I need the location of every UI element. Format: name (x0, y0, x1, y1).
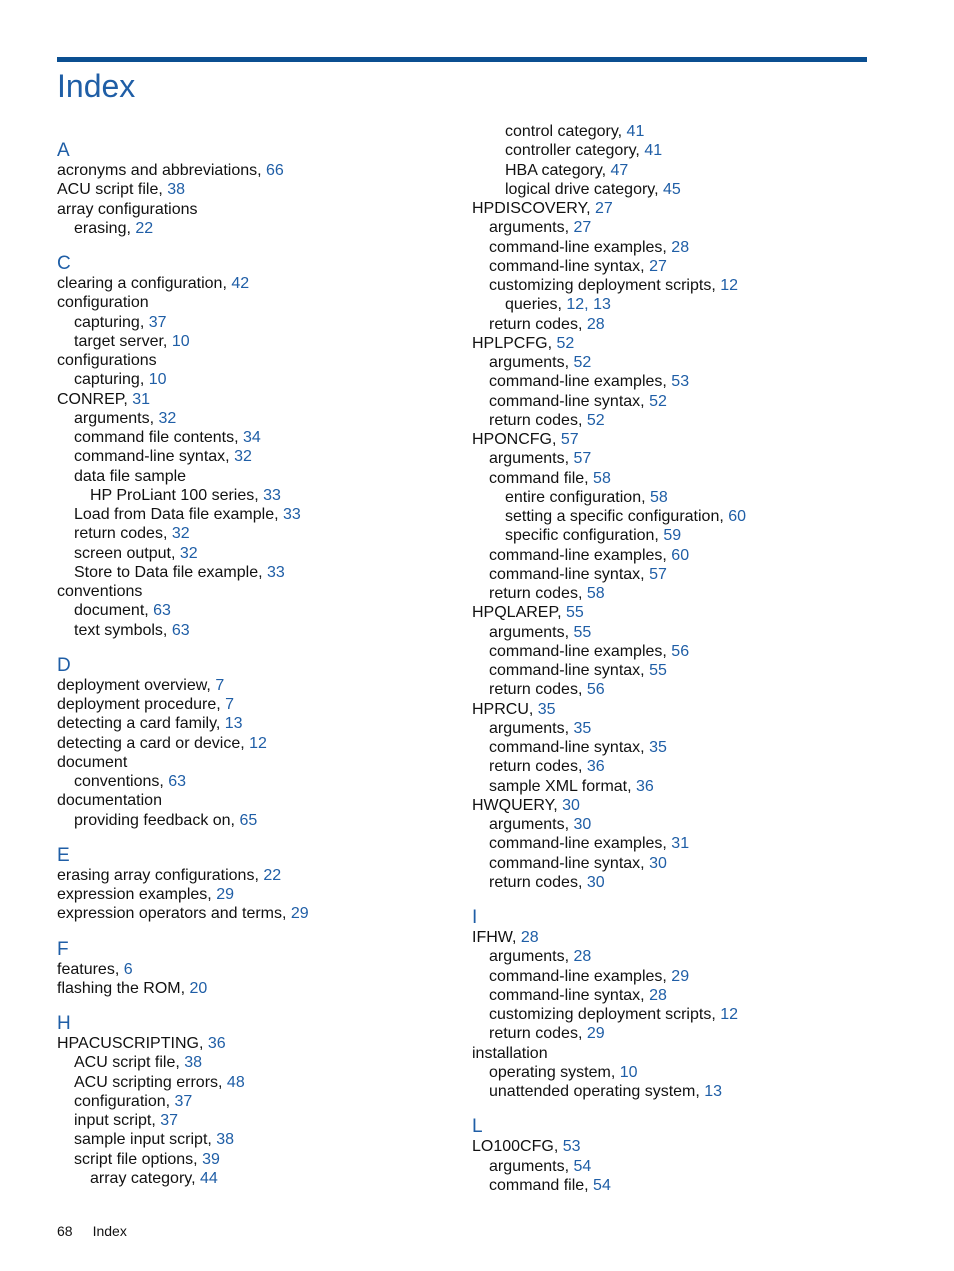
page-reference-link[interactable]: 10 (148, 371, 167, 389)
index-term: control category, (505, 123, 627, 140)
page-reference-link[interactable]: 28 (520, 929, 539, 946)
index-term: logical drive category, (505, 180, 663, 198)
index-term: controller category, (505, 142, 645, 160)
index-entry (74, 370, 167, 389)
index-entry (57, 180, 185, 199)
index-entry (489, 738, 667, 757)
index-entry (489, 449, 591, 468)
page-reference-link[interactable]: 45 (663, 180, 681, 198)
index-term: installation (472, 1044, 548, 1062)
page-reference-link[interactable]: 54 (573, 1157, 592, 1175)
page-reference-link[interactable]: 54 (593, 1176, 611, 1194)
page-reference-link[interactable]: 31 (671, 835, 690, 853)
index-term: erasing, (74, 219, 136, 237)
index-entry (74, 601, 171, 620)
index-entry (74, 524, 190, 543)
index-term: command file, (489, 469, 594, 487)
index-entry (489, 469, 611, 488)
index-term: deployment procedure, (57, 696, 226, 713)
index-term: target server, (74, 332, 172, 350)
index-term: return codes, (74, 525, 172, 543)
index-entry (489, 967, 689, 986)
index-term: command-line syntax, (489, 739, 650, 756)
index-entry (489, 623, 591, 642)
index-term: HP ProLiant 100 series, (90, 486, 264, 504)
page-reference-link[interactable]: 60 (671, 546, 690, 564)
page-reference-link[interactable]: 22 (135, 219, 154, 237)
page-reference-link[interactable]: 28 (671, 238, 690, 256)
page-reference-link[interactable]: 38 (216, 1131, 235, 1149)
index-term: erasing array configurations, (57, 866, 264, 884)
index-entry (472, 199, 613, 218)
index-term: arguments, (489, 816, 574, 833)
index-term: sample input script, (74, 1131, 217, 1149)
index-entry (57, 866, 281, 885)
page-reference-link[interactable]: 36 (636, 777, 654, 795)
index-term: configuration, (74, 1092, 175, 1110)
index-entry (74, 772, 186, 791)
page-reference-link[interactable]: 35 (573, 719, 592, 737)
page-number: 68 (57, 1223, 73, 1239)
index-entry (57, 979, 207, 998)
index-entry (505, 161, 628, 180)
page-reference-link[interactable]: 13 (224, 715, 243, 733)
page-reference-link[interactable]: 30 (573, 816, 592, 833)
index-term: conventions, (74, 773, 169, 790)
page-reference-link[interactable]: 36 (207, 1035, 226, 1052)
page-reference-link[interactable]: 56 (671, 642, 690, 660)
page-reference-link[interactable]: 55 (573, 623, 592, 641)
index-entry (472, 796, 580, 815)
index-entry (489, 584, 605, 603)
index-term: command file, (489, 1176, 594, 1194)
index-letter-heading: D (57, 654, 71, 676)
index-entry (57, 676, 224, 695)
index-entry (489, 372, 689, 391)
page-reference-link[interactable]: 29 (671, 967, 690, 985)
index-entry (57, 904, 309, 923)
page-reference-link[interactable]: 35 (537, 700, 556, 718)
page-reference-link[interactable]: 52 (573, 354, 592, 371)
page-reference-link[interactable]: 32 (234, 448, 252, 466)
index-term: HPLPCFG, (472, 334, 557, 352)
index-entry (489, 546, 689, 565)
page-reference-link[interactable]: 52 (556, 334, 575, 352)
index-entry (74, 1092, 192, 1111)
index-entry (57, 753, 127, 772)
index-entry (489, 1063, 638, 1082)
index-entry (90, 1169, 218, 1188)
index-entry (489, 661, 667, 680)
page-reference-link[interactable]: 57 (573, 450, 592, 468)
page-reference-link[interactable]: 53 (562, 1138, 581, 1156)
page-reference-link[interactable]: 48 (226, 1073, 245, 1091)
page-reference-link[interactable]: 33 (283, 506, 301, 523)
index-term: data file sample (74, 467, 187, 485)
page-reference-link[interactable]: 58 (593, 469, 611, 487)
index-term: queries, (505, 296, 567, 314)
page-reference-link[interactable]: 65 (239, 811, 258, 829)
index-term: command-line examples, (489, 238, 672, 256)
page-reference-link[interactable]: 31 (132, 390, 151, 408)
header-rule (57, 57, 867, 62)
index-term: command file contents, (74, 429, 243, 446)
index-term: arguments, (489, 719, 574, 737)
index-letter-heading: I (472, 907, 478, 928)
index-entry (57, 734, 267, 753)
index-entry (74, 1130, 234, 1149)
index-entry (505, 122, 644, 141)
index-term: HPDISCOVERY, (472, 200, 596, 217)
index-entry (489, 411, 605, 430)
page-reference-link[interactable]: 33 (266, 563, 285, 581)
index-term: command-line examples, (489, 373, 672, 391)
index-entry (74, 409, 176, 428)
index-entry (472, 1137, 581, 1156)
index-term: HPQLAREP, (472, 604, 566, 622)
page-reference-link[interactable]: 30 (562, 796, 580, 814)
index-term: expression operators and terms, (57, 905, 291, 923)
index-entry (505, 180, 681, 199)
page-reference-link[interactable]: 42 (231, 275, 250, 292)
index-entry (489, 947, 591, 966)
index-entry (472, 430, 579, 449)
index-entry (74, 219, 153, 238)
index-term: conventions (57, 583, 143, 600)
index-term: providing feedback on, (74, 811, 240, 829)
index-entry (57, 695, 234, 714)
index-term: document (57, 753, 128, 771)
page-reference-link[interactable]: 10 (171, 332, 190, 350)
index-letter-heading: E (57, 844, 70, 866)
page-reference-link[interactable]: 32 (179, 544, 198, 562)
index-term: IFHW, (472, 929, 521, 946)
index-term: HPRCU, (472, 700, 538, 718)
page-reference-link[interactable]: 12, 13 (566, 296, 611, 314)
index-term: sample XML format, (489, 777, 637, 795)
index-entry (489, 719, 591, 738)
page-reference-link[interactable]: 7 (225, 696, 235, 713)
index-entry (489, 757, 605, 776)
page-reference-link[interactable]: 41 (626, 123, 645, 140)
index-letter-heading: F (57, 938, 69, 960)
index-term: arguments, (489, 354, 574, 371)
page-reference-link[interactable]: 58 (586, 585, 605, 602)
index-term: capturing, (74, 313, 149, 331)
index-entry (74, 1053, 202, 1072)
index-term: clearing a configuration, (57, 275, 232, 292)
index-entry (74, 1073, 245, 1092)
index-entry (489, 777, 654, 796)
page-reference-link[interactable]: 59 (663, 527, 682, 545)
page-reference-link[interactable]: 52 (586, 411, 605, 429)
index-entry (489, 873, 605, 892)
index-entry (57, 714, 243, 733)
page-reference-link[interactable]: 30 (649, 854, 667, 872)
page-reference-link[interactable]: 32 (171, 525, 190, 543)
page-reference-link[interactable]: 32 (158, 409, 177, 427)
index-entry (74, 313, 167, 332)
index-term: ACU scripting errors, (74, 1073, 227, 1091)
page-reference-link[interactable]: 7 (215, 676, 225, 694)
page-reference-link[interactable]: 35 (649, 739, 667, 756)
page-reference-link[interactable]: 66 (266, 162, 284, 179)
index-term: input script, (74, 1112, 161, 1129)
index-entry (505, 141, 662, 160)
index-entry (489, 392, 667, 411)
page-reference-link[interactable]: 55 (649, 662, 667, 679)
index-term: arguments, (74, 409, 159, 427)
index-term: unattended operating system, (489, 1083, 705, 1100)
index-entry (489, 1082, 722, 1101)
index-entry (57, 791, 162, 810)
index-entry (489, 565, 667, 584)
index-term: Store to Data file example, (74, 563, 267, 581)
index-entry (489, 1176, 611, 1195)
index-term: deployment overview, (57, 676, 216, 694)
index-term: configurations (57, 352, 157, 369)
index-entry (74, 332, 190, 351)
page-reference-link[interactable]: 28 (649, 986, 667, 1004)
index-letter-heading: C (57, 253, 71, 274)
index-entry (74, 621, 190, 640)
index-term: command-line examples, (489, 967, 672, 985)
page-footer (57, 1222, 127, 1240)
index-entry (489, 680, 605, 699)
index-entry (505, 526, 681, 545)
index-entry (74, 811, 257, 830)
page-reference-link[interactable]: 28 (573, 948, 592, 966)
index-term: return codes, (489, 873, 587, 891)
page-reference-link[interactable]: 27 (649, 257, 667, 275)
index-term: array category, (90, 1169, 200, 1187)
index-term: operating system, (489, 1063, 620, 1081)
page-reference-link[interactable]: 44 (199, 1169, 218, 1187)
index-term: arguments, (489, 450, 574, 468)
index-entry (489, 642, 689, 661)
page-reference-link[interactable]: 39 (202, 1150, 220, 1168)
index-term: return codes, (489, 758, 587, 776)
index-entry (489, 238, 689, 257)
index-term: command-line examples, (489, 546, 672, 564)
page-reference-link[interactable]: 47 (610, 161, 629, 179)
index-entry (489, 1157, 591, 1176)
index-term: configuration (57, 294, 149, 312)
index-entry (57, 200, 198, 219)
index-entry (505, 295, 611, 314)
index-entry (57, 960, 133, 979)
index-term: screen output, (74, 544, 180, 562)
index-term: flashing the ROM, (57, 979, 190, 997)
page-title: Index (57, 68, 136, 104)
index-term: command-line syntax, (489, 257, 650, 275)
page-reference-link[interactable]: 37 (160, 1112, 179, 1129)
index-entry (489, 218, 591, 237)
index-term: customizing deployment scripts, (489, 277, 721, 294)
page-reference-link[interactable]: 37 (148, 313, 167, 331)
index-term: return codes, (489, 411, 587, 429)
index-entry (472, 603, 584, 622)
index-term: arguments, (489, 219, 574, 237)
index-term: arguments, (489, 948, 574, 966)
index-term: detecting a card or device, (57, 734, 250, 752)
page-reference-link[interactable]: 53 (671, 373, 690, 391)
index-letter-heading: L (472, 1116, 483, 1138)
index-entry (74, 428, 261, 447)
index-term: HPONCFG, (472, 431, 561, 448)
page-reference-link[interactable]: 29 (290, 905, 309, 923)
index-term: documentation (57, 792, 162, 810)
index-entry (74, 505, 301, 524)
index-term: document, (74, 602, 154, 620)
index-entry (57, 351, 157, 370)
index-entry (57, 390, 150, 409)
page-reference-link[interactable]: 12 (720, 277, 738, 294)
index-term: ACU script file, (57, 181, 168, 199)
page-reference-link[interactable]: 57 (649, 565, 667, 583)
index-entry (57, 1034, 226, 1053)
page-reference-link[interactable]: 27 (595, 200, 613, 217)
index-entry (489, 986, 667, 1005)
page-reference-link[interactable]: 41 (644, 142, 663, 160)
page-reference-link[interactable]: 10 (619, 1063, 638, 1081)
index-entry (505, 507, 746, 526)
page-reference-link[interactable]: 29 (216, 886, 234, 903)
page-reference-link[interactable]: 33 (263, 486, 281, 504)
index-term: CONREP, (57, 390, 133, 408)
index-entry (57, 161, 284, 180)
index-term: command-line syntax, (489, 854, 650, 872)
index-term: array configurations (57, 200, 198, 218)
page-reference-link[interactable]: 55 (565, 604, 584, 622)
index-term: command-line syntax, (489, 662, 650, 679)
index-entry (74, 1150, 220, 1169)
page-reference-link[interactable]: 30 (586, 873, 605, 891)
page-reference-link[interactable]: 57 (560, 431, 579, 448)
index-term: text symbols, (74, 621, 172, 639)
index-term: entire configuration, (505, 488, 650, 506)
footer-section: Index (92, 1223, 127, 1239)
page-reference-link[interactable]: 22 (263, 866, 282, 884)
index-entry (489, 276, 738, 295)
index-term: arguments, (489, 1157, 574, 1175)
page-reference-link[interactable]: 38 (184, 1054, 203, 1072)
index-entry (472, 700, 556, 719)
index-entry (472, 1044, 548, 1063)
index-entry (489, 854, 667, 873)
index-term: capturing, (74, 371, 149, 389)
index-term: customizing deployment scripts, (489, 1006, 721, 1023)
index-entry (57, 293, 149, 312)
page-reference-link[interactable]: 12 (720, 1006, 738, 1023)
page-reference-link[interactable]: 60 (728, 508, 747, 525)
index-entry (74, 467, 186, 486)
index-term: command-line syntax, (489, 986, 650, 1004)
index-entry (505, 488, 668, 507)
index-letter-heading: H (57, 1013, 71, 1034)
index-entry (57, 582, 142, 601)
page-reference-link[interactable]: 36 (586, 758, 605, 776)
index-term: command-line examples, (489, 835, 672, 853)
index-term: command-line syntax, (489, 565, 650, 583)
page-reference-link[interactable]: 63 (168, 773, 187, 790)
page-reference-link[interactable]: 12 (249, 734, 267, 752)
page-reference-link[interactable]: 63 (153, 602, 171, 620)
page-reference-link[interactable]: 58 (649, 488, 668, 506)
index-term: expression examples, (57, 886, 217, 903)
index-term: return codes, (489, 1025, 587, 1043)
index-entry (74, 563, 285, 582)
page-reference-link[interactable]: 6 (123, 960, 133, 978)
index-term: HWQUERY, (472, 796, 563, 814)
index-entry (90, 486, 281, 505)
index-entry (489, 834, 689, 853)
page-reference-link[interactable]: 34 (242, 429, 261, 446)
index-entry (74, 544, 198, 563)
index-term: ACU script file, (74, 1054, 185, 1072)
index-term: detecting a card family, (57, 715, 225, 733)
index-entry (74, 447, 252, 466)
index-term: features, (57, 960, 124, 978)
index-entry (74, 1111, 178, 1130)
index-entry (489, 1024, 605, 1043)
index-term: acronyms and abbreviations, (57, 162, 266, 179)
index-entry (472, 334, 574, 353)
index-term: setting a specific configuration, (505, 508, 729, 525)
page-reference-link[interactable]: 13 (704, 1083, 723, 1100)
index-term: command-line examples, (489, 642, 672, 660)
index-entry (489, 315, 605, 334)
page-reference-link[interactable]: 52 (649, 392, 667, 410)
index-term: HBA category, (505, 161, 611, 179)
index-entry (489, 815, 591, 834)
page-reference-link[interactable]: 38 (167, 181, 186, 199)
index-term: specific configuration, (505, 527, 664, 545)
page-reference-link[interactable]: 27 (573, 219, 592, 237)
page-reference-link[interactable]: 28 (586, 315, 605, 333)
index-entry (489, 1005, 738, 1024)
page-reference-link[interactable]: 56 (586, 681, 605, 699)
index-term: return codes, (489, 681, 587, 699)
page-reference-link[interactable]: 63 (171, 621, 190, 639)
index-entry (57, 885, 234, 904)
index-letter-heading: A (57, 140, 70, 161)
index-term: return codes, (489, 315, 587, 333)
page-reference-link[interactable]: 29 (586, 1025, 605, 1043)
index-term: Load from Data file example, (74, 506, 283, 523)
index-term: script file options, (74, 1150, 203, 1168)
index-entry (489, 257, 667, 276)
index-term: command-line syntax, (74, 448, 235, 466)
index-term: command-line syntax, (489, 392, 650, 410)
index-entry (57, 274, 249, 293)
index-term: return codes, (489, 585, 587, 602)
page-reference-link[interactable]: 37 (174, 1092, 193, 1110)
index-term: LO100CFG, (472, 1138, 563, 1156)
index-entry (489, 353, 591, 372)
page-reference-link[interactable]: 20 (189, 979, 208, 997)
index-term: HPACUSCRIPTING, (57, 1035, 208, 1052)
index-entry (472, 928, 539, 947)
index-term: arguments, (489, 623, 574, 641)
